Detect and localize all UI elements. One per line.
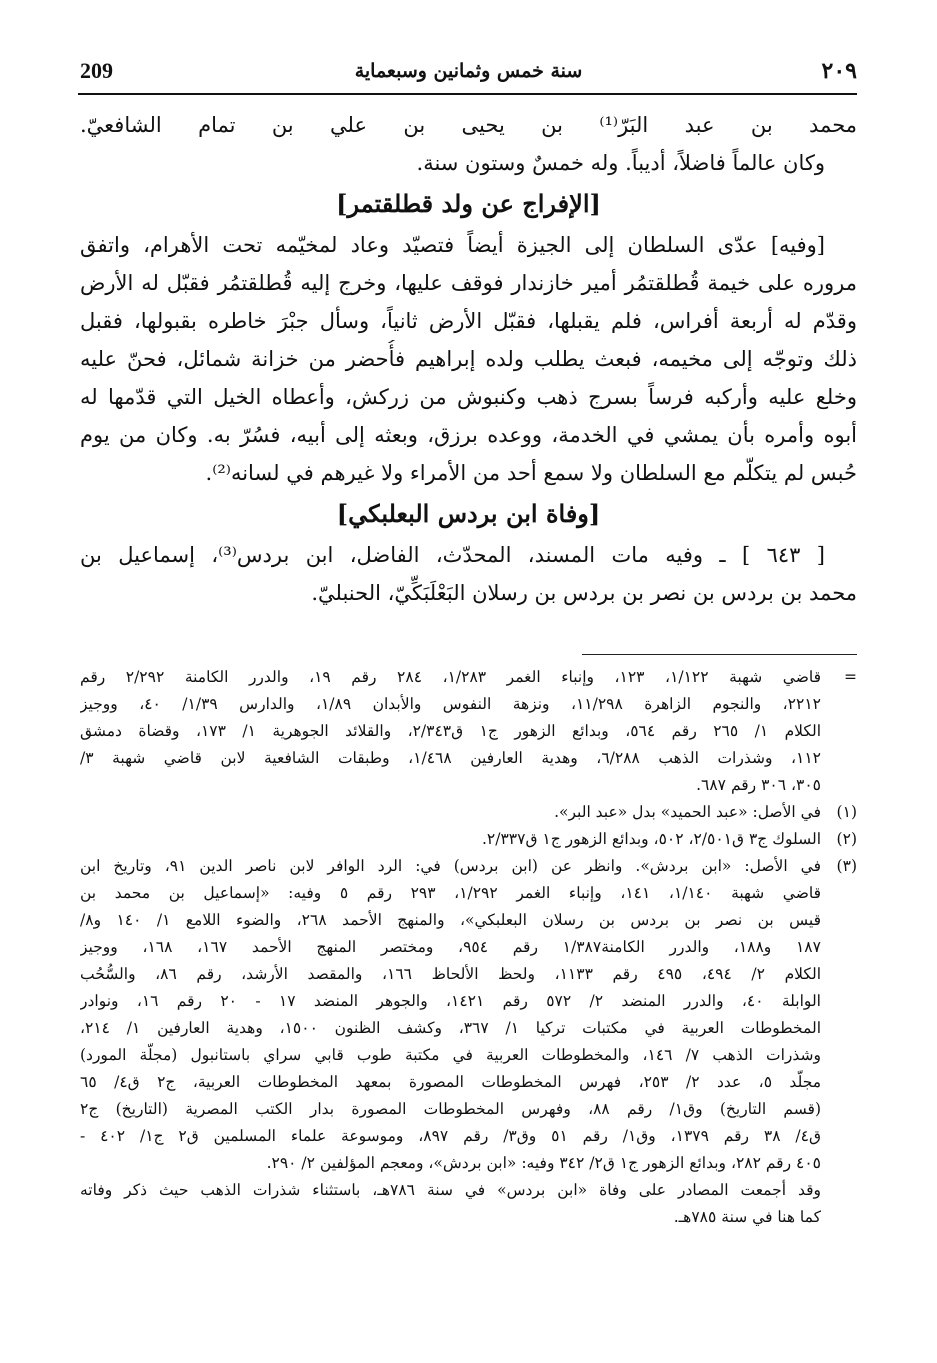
footnote-line: وشذرات الذهب ٧/ ١٤٦، والمخطوطات العربية في مكتبة طوب قابي سراي باستانبول (مجلّة المورد) bbox=[80, 1046, 822, 1064]
footnote-line: قاضي شهبة ١/١٤٠، ١٤١، وإنباء الغمر ١/٢٩٢، ٢٩٣ رقم ٥ وفيه: «إسماعيل بن محمد بن bbox=[80, 884, 821, 902]
footnote-line: في الأصل: «ابن بردش». وانظر عن (ابن بردس) في: الرد الوافر لابن ناصر الدين ٩١، وتاريخ ابن bbox=[80, 857, 821, 875]
footnote-line: ١١٢، وشذرات الذهب ٦/٢٨٨، وهدية العارفين ١/٤٦٨، وطبقات الشافعية لابن قاضي شهبة ٣/ bbox=[80, 749, 821, 767]
body-line: وخلع عليه وأركبه فرساً بسرج ذهب وكنبوش من زركش، وأعطاه الخيل التي قدّمها له bbox=[80, 385, 857, 409]
body-line: محمد بن بردس بن نصر بن بردس بن رسلان البَعْلَبَكِّيّ، الحنبليّ. bbox=[311, 581, 857, 605]
section-heading: [وفاة ابن بردس البعلبكي] bbox=[336, 499, 601, 528]
body-line: مروره على خيمة قُطلقتمُر أمير خازندار فوقف عليها، وخرج إليه قُطلقتمُر فقبّل له الأرض bbox=[80, 271, 857, 295]
page-number-arabic: ٢٠٩ bbox=[821, 58, 857, 84]
header-rule bbox=[78, 93, 857, 95]
footnote-marker: (١) bbox=[836, 803, 857, 821]
footnote-separator bbox=[582, 654, 857, 655]
footnote-line: (قسم التاريخ) وق١/ رقم ٨٨، وفهرس المخطوطات المصورة بدار الكتب المصرية (التاريخ) ج٢ bbox=[80, 1100, 821, 1118]
footnote-line: ١٨٧ و١٨٨، والدرر الكامنة١/٣٨٧ رقم ٩٥٤، ومختصر المنهج الأحمد ١٦٧، ١٦٨، ووجيز bbox=[80, 938, 821, 956]
footnote-marker: (٣) bbox=[836, 857, 857, 875]
footnote-line: وقد أجمعت المصادر على وفاة «ابن بردس» في سنة ٧٨٦هـ، باستثناء شذرات الذهب حيث ذكر وفاته bbox=[80, 1181, 821, 1199]
footnote-marker: = bbox=[844, 668, 857, 686]
section-heading: [الإفراج عن ولد قطلقتمر] bbox=[336, 189, 601, 218]
footnote-line: ق٤/ ٣٨ رقم ١٣٧٩، وق١/ رقم ٥١ وق٣/ رقم ٨٩٧، وموسوعة علماء المسلمين ق٢ ج١/ ٤٠٢ - bbox=[80, 1127, 821, 1145]
main-text bbox=[80, 106, 857, 612]
footnote-marker: (٢) bbox=[836, 830, 857, 848]
running-title: سنة خمس وثمانين وسبعماية bbox=[354, 60, 583, 82]
footnote-line: ٤٠٥ رقم ٢٨٢، وبدائع الزهور ج١ ق٢/ ٣٤٢ وفيه: «ابن بردش»، ومعجم المؤلفين ٢/ ٢٩٠. bbox=[266, 1154, 821, 1172]
footnote-line: الكلام ٢/ ٤٩٤، ٤٩٥ رقم ١١٣٣، ولحظ الألحاظ ١٦٦، والمقصد الأرشد، رقم ٨٦، والسُّحُب bbox=[80, 965, 821, 983]
page-number-latin: 209 bbox=[80, 58, 113, 83]
body-line: حُبس لم يتكلّم مع السلطان ولا سمع أحد من الأمراء ولا غيرهم في لسانه⁽²⁾. bbox=[205, 461, 857, 485]
footnote-line: السلوك ج٣ ق٢/٥٠١، ٥٠٢، وبدائع الزهور ج١ ق٢/٣٣٧. bbox=[481, 830, 821, 848]
footnote-line: المخطوطات العربية في مكتبات تركيا ١/ ٣٦٧، وكشف الظنون ١٥٠٠، وهدية العارفين ١/ ٢١٤، bbox=[80, 1019, 822, 1037]
body-line: وقدّم له أربعة أفراس، فلم يقبلها، فقبّل الأرض ثانياً، وسأل جبْرَ خاطره بقبولها، فقبل bbox=[80, 309, 857, 333]
footnote-line: ٢٢١٢، والنجوم الزاهرة ١١/٢٩٨، ونزهة النفوس والأبدان ١/٨٩، والدارس ١/٣٩/ ٤٠، ووجيز bbox=[80, 695, 821, 713]
page-header bbox=[80, 58, 857, 92]
footnote-line: كما هنا في سنة ٧٨٥هـ. bbox=[673, 1208, 821, 1226]
body-line: [ ٦٤٣ ] ـ وفيه مات المسند، المحدّث، الفاضل، ابن بردس⁽³⁾، إسماعيل بن bbox=[80, 543, 825, 567]
footnote-line: في الأصل: «عبد الحميد» بدل «عبد البر». bbox=[554, 803, 821, 821]
body-line: ذلك وتوجّه إلى مخيمه، فبعث يطلب ولده إبراهيم فأُحضر من خزانة شمائل، فحنّ عليه bbox=[80, 347, 857, 371]
body-line: وكان عالماً فاضلاً، أديباً. وله خمسٌ وستون سنة. bbox=[416, 151, 825, 175]
footnote-line: ٣٠٥، ٣٠٦ رقم ٦٨٧. bbox=[696, 776, 821, 794]
body-line: أبوه وأمره بأن يمشي في الخدمة، ووعده برزق، وبعثه إلى أبيه، فسُرّ به. وكان من يوم bbox=[80, 423, 857, 447]
footnote-line: مجلّد ٥، عدد ٢/ ٢٥٣، فهرس المخطوطات المصورة بمعهد المخطوطات العربية، ج٢ ق٤/ ٦٥ bbox=[80, 1073, 822, 1091]
footnote-line: الكلام ١/ ٢٦٥ رقم ٥٦٤، وبدائع الزهور ج١ ق٢/٣٤٣، والقلائد الجوهرية ١/ ١٧٣، وقضاة دمشق bbox=[80, 722, 822, 740]
footnote-line: قيس بن نصر بن بردس بن رسلان البعلبكي»، والمنهج الأحمد ٢٦٨، والضوء اللامع ١/ ١٤٠ و٨/ bbox=[80, 911, 821, 929]
footnotes bbox=[80, 664, 857, 1231]
body-line: محمد بن عبد البَرّ⁽¹⁾ بن يحيى بن علي بن تمام الشافعيّ. bbox=[80, 113, 857, 137]
footnote-line: الوابلة ٤٠، والدرر المنضد ٢/ ٥٧٢ رقم ١٤٢١، والجوهر المنضد ١٧ - ٢٠ رقم ١٦، ونوادر bbox=[80, 992, 821, 1010]
footnote-line: قاضي شهبة ١/١٢٢، ١٢٣، وإنباء الغمر ١/٢٨٣، ٢٨٤ رقم ١٩، والدرر الكامنة ٢/٢٩٢ رقم bbox=[80, 668, 821, 686]
body-line: [وفيه] عدّى السلطان إلى الجيزة أيضاً فتصيّد وعاد لمخيّمه تحت الأهرام، واتفق bbox=[80, 233, 825, 257]
